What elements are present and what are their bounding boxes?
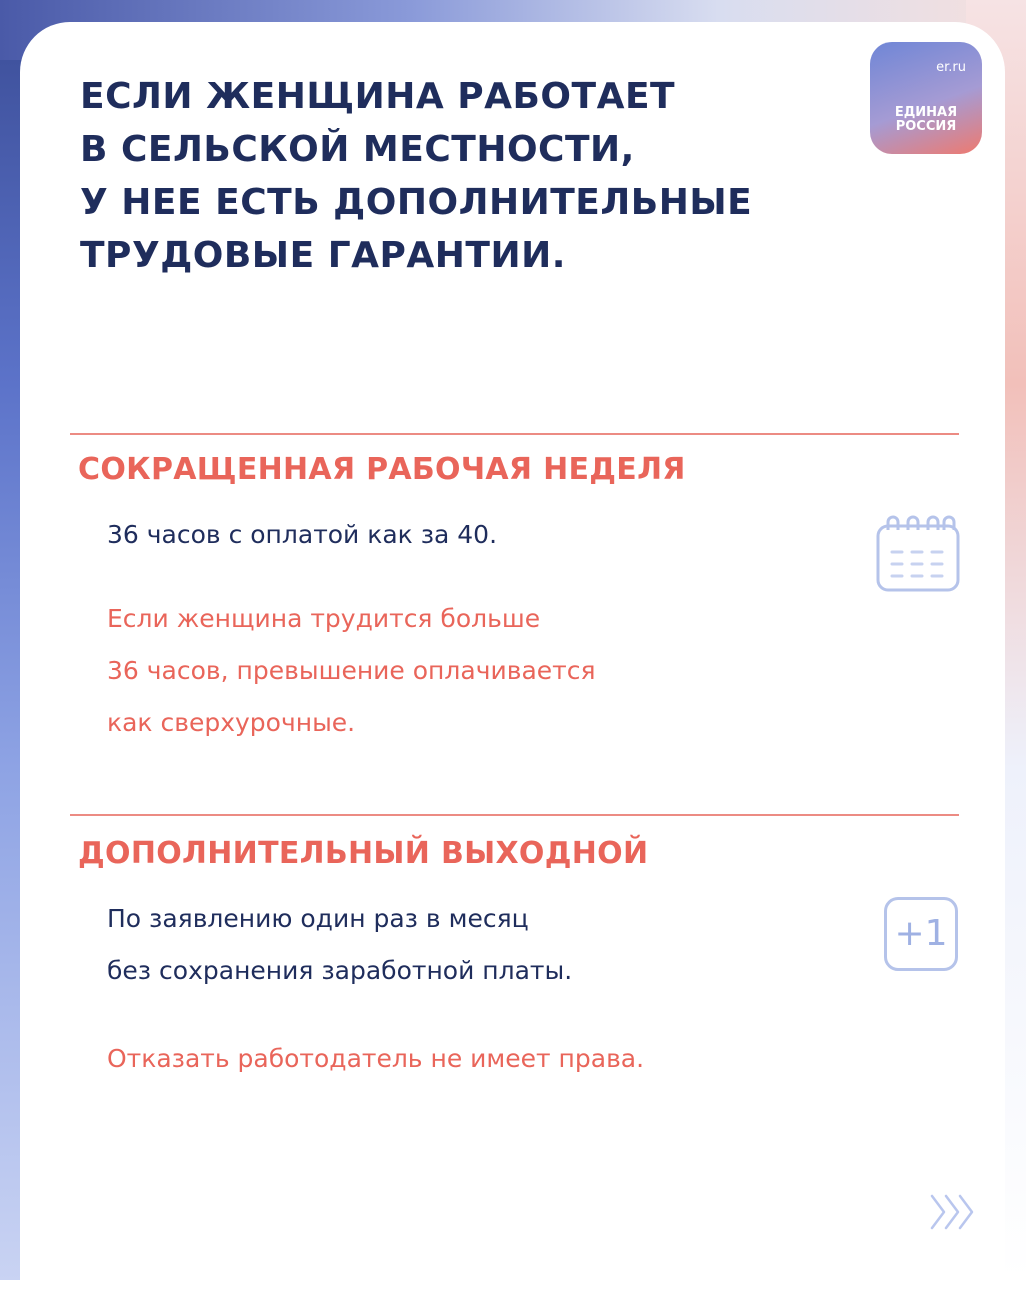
title-line: В СЕЛЬСКОЙ МЕСТНОСТИ, — [80, 129, 635, 170]
calendar-icon — [874, 512, 962, 594]
title-line: У НЕЕ ЕСТЬ ДОПОЛНИТЕЛЬНЫЕ — [80, 182, 753, 223]
page-title — [80, 70, 840, 282]
title-line: ЕСЛИ ЖЕНЩИНА РАБОТАЕТ — [80, 76, 676, 117]
text-line: 36 часов с оплатой как за 40. — [107, 520, 498, 549]
section-divider — [70, 433, 959, 435]
title-line: ТРУДОВЫЕ ГАРАНТИИ. — [80, 235, 566, 276]
section-note-short-week — [107, 593, 596, 749]
section-heading-extra-day-off: ДОПОЛНИТЕЛЬНЫЙ ВЫХОДНОЙ — [78, 836, 649, 871]
text-line: 36 часов, превышение оплачивается — [107, 656, 596, 685]
text-line: По заявлению один раз в месяц — [107, 904, 529, 933]
logo-name — [870, 106, 982, 134]
section-divider — [70, 814, 959, 816]
logo-name-line2: РОССИЯ — [895, 119, 957, 134]
section-text-short-week — [107, 509, 497, 561]
logo-name-line1: ЕДИНАЯ — [894, 105, 958, 120]
section-text-extra-day-off — [107, 893, 572, 997]
text-line: Отказать работодатель не имеет права. — [107, 1044, 645, 1073]
text-line: Если женщина трудится больше — [107, 604, 541, 633]
text-line: как сверхурочные. — [107, 708, 356, 737]
text-line: без сохранения заработной платы. — [107, 956, 573, 985]
party-logo[interactable] — [870, 42, 982, 154]
next-chevrons-icon[interactable] — [926, 1190, 976, 1234]
logo-url: er.ru — [936, 60, 966, 75]
section-note-extra-day-off — [107, 1033, 644, 1085]
section-heading-short-week: СОКРАЩЕННАЯ РАБОЧАЯ НЕДЕЛЯ — [78, 452, 686, 487]
plus-one-icon: +1 — [884, 897, 958, 971]
